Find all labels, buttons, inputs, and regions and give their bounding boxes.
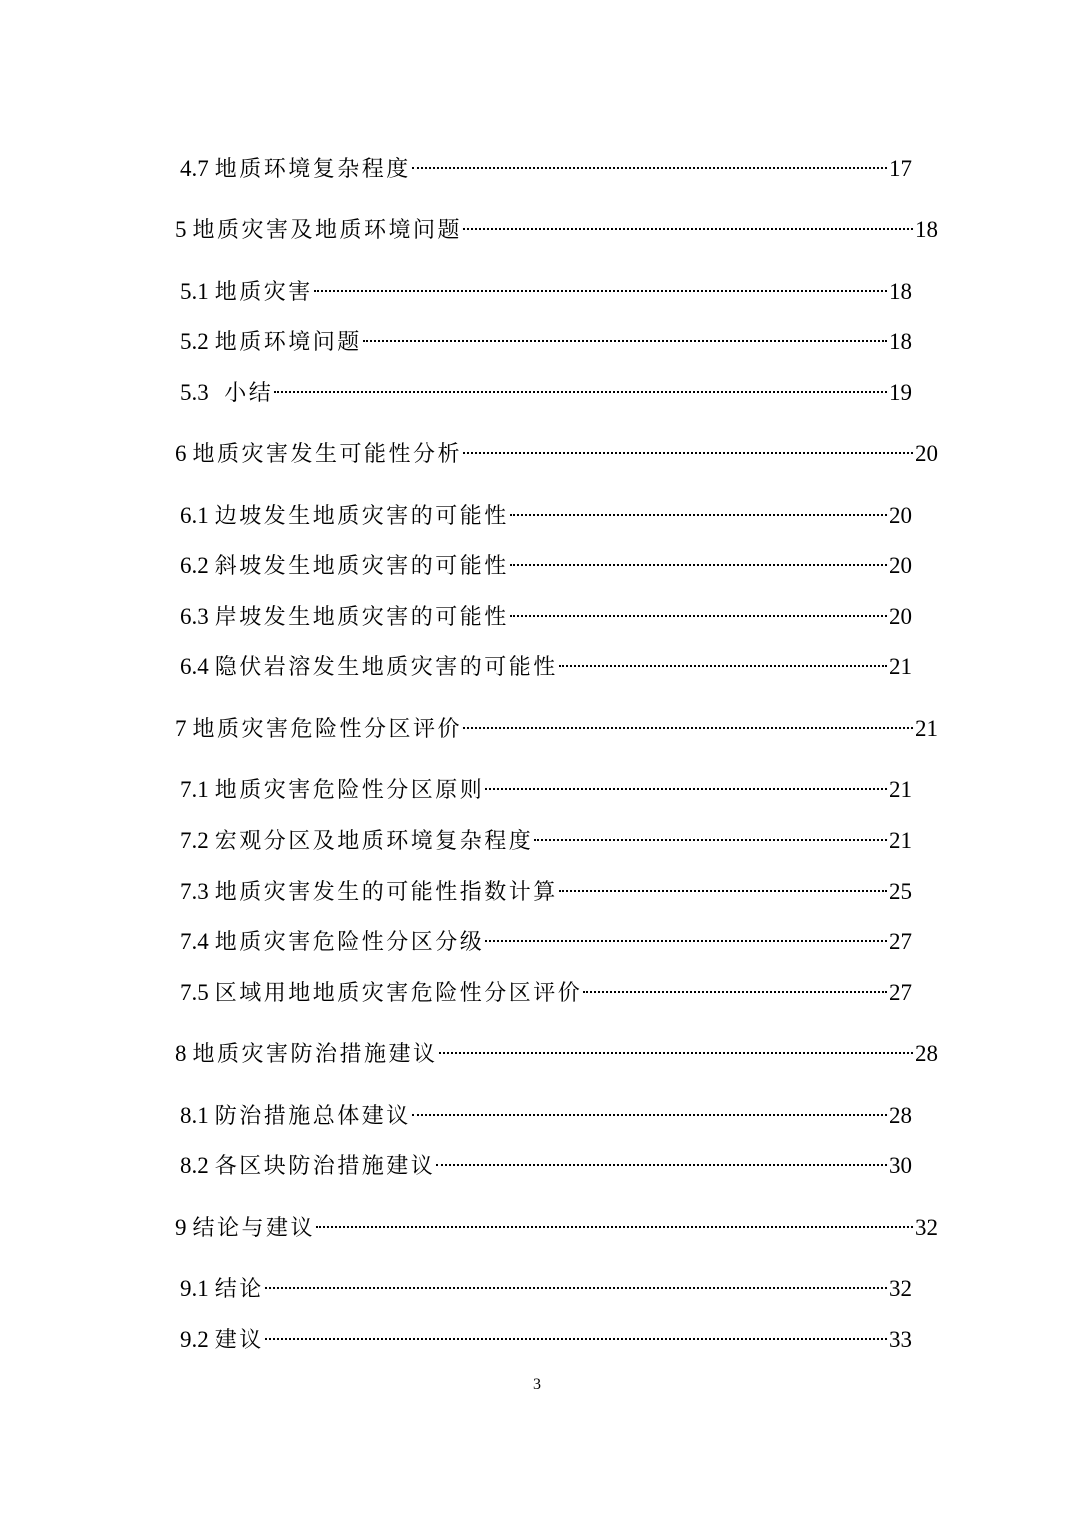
toc-entry-number: 8.1	[180, 1103, 209, 1128]
toc-entry-number: 7.1	[180, 777, 209, 802]
toc-dot-leader	[265, 1266, 887, 1296]
toc-entry-page: 28	[915, 1041, 938, 1066]
toc-entry-title: 斜坡发生地质灾害的可能性	[214, 554, 509, 579]
toc-entry-title: 防治措施总体建议	[214, 1104, 411, 1129]
toc-entry-6[interactable]	[175, 431, 938, 467]
toc-entry-5[interactable]	[175, 207, 938, 243]
toc-entry-6-3[interactable]	[180, 594, 912, 630]
toc-entry-number: 5	[175, 217, 187, 242]
toc-dot-leader	[510, 493, 887, 523]
toc-entry-7[interactable]	[175, 706, 938, 742]
toc-dot-leader	[510, 543, 887, 573]
toc-entry-7-3[interactable]	[180, 869, 912, 905]
toc-dot-leader	[439, 1031, 913, 1061]
toc-entry-number: 6.1	[180, 503, 209, 528]
toc-entry-6-1[interactable]	[180, 493, 912, 529]
toc-entry-page: 20	[889, 503, 912, 528]
toc-entry-title: 结论	[214, 1277, 264, 1302]
toc-entry-7-5[interactable]	[180, 970, 912, 1006]
toc-entry-7-4[interactable]	[180, 919, 912, 955]
toc-entry-page: 32	[889, 1276, 912, 1301]
toc-entry-title: 岸坡发生地质灾害的可能性	[214, 605, 509, 630]
toc-entry-page: 18	[889, 279, 912, 304]
toc-entry-8-2[interactable]	[180, 1143, 912, 1179]
toc-entry-page: 27	[889, 929, 912, 954]
toc-entry-9-1[interactable]	[180, 1266, 912, 1302]
toc-entry-number: 6.2	[180, 553, 209, 578]
toc-entry-number: 8	[175, 1041, 187, 1066]
toc-dot-leader	[559, 869, 887, 899]
toc-entry-number: 5.1	[180, 279, 209, 304]
toc-dot-leader	[412, 146, 887, 176]
toc-dot-leader	[534, 818, 887, 848]
toc-entry-title: 建议	[214, 1328, 264, 1353]
toc-entry-number: 5.2	[180, 329, 209, 354]
toc-entry-title: 地质灾害及地质环境问题	[192, 218, 463, 243]
toc-entry-title: 结论与建议	[192, 1216, 316, 1241]
toc-dot-leader	[583, 970, 887, 1000]
toc-entry-5-1[interactable]	[180, 269, 912, 305]
toc-entry-title: 隐伏岩溶发生地质灾害的可能性	[214, 655, 558, 680]
toc-entry-title: 小结	[214, 381, 274, 406]
toc-entry-page: 30	[889, 1153, 912, 1178]
toc-entry-page: 18	[889, 329, 912, 354]
toc-entry-page: 28	[889, 1103, 912, 1128]
toc-dot-leader	[463, 207, 913, 237]
toc-entry-number: 6	[175, 441, 187, 466]
toc-entry-number: 6.3	[180, 604, 209, 629]
toc-entry-page: 33	[889, 1327, 912, 1352]
toc-entry-title: 地质灾害危险性分区评价	[192, 717, 463, 742]
toc-entry-page: 32	[915, 1215, 938, 1240]
toc-entry-page: 21	[915, 716, 938, 741]
toc-entry-number: 8.2	[180, 1153, 209, 1178]
toc-entry-page: 18	[915, 217, 938, 242]
toc-entry-9[interactable]	[175, 1205, 938, 1241]
toc-dot-leader	[463, 431, 913, 461]
toc-entry-page: 20	[915, 441, 938, 466]
toc-entry-7-2[interactable]	[180, 818, 912, 854]
toc-entry-page: 19	[889, 380, 912, 405]
toc-entry-title: 地质灾害发生的可能性指数计算	[214, 880, 558, 905]
toc-entry-page: 20	[889, 553, 912, 578]
toc-dot-leader	[510, 594, 887, 624]
toc-entry-page: 25	[889, 879, 912, 904]
toc-entry-number: 4.7	[180, 156, 209, 181]
toc-entry-number: 7.3	[180, 879, 209, 904]
toc-entry-page: 20	[889, 604, 912, 629]
toc-entry-title: 边坡发生地质灾害的可能性	[214, 504, 509, 529]
toc-entry-page: 27	[889, 980, 912, 1005]
toc-entry-number: 9	[175, 1215, 187, 1240]
toc-entry-page: 21	[889, 777, 912, 802]
toc-dot-leader	[485, 767, 887, 797]
toc-entry-title: 地质灾害发生可能性分析	[192, 442, 463, 467]
toc-entry-title: 地质灾害危险性分区分级	[214, 930, 485, 955]
toc-entry-title: 地质灾害防治措施建议	[192, 1042, 438, 1067]
toc-entry-number: 7	[175, 716, 187, 741]
toc-dot-leader	[436, 1143, 887, 1173]
toc-dot-leader	[363, 319, 887, 349]
toc-entry-number: 7.4	[180, 929, 209, 954]
toc-entry-number: 6.4	[180, 654, 209, 679]
toc-dot-leader	[265, 1317, 887, 1347]
toc-entry-number: 7.2	[180, 828, 209, 853]
toc-entry-8-1[interactable]	[180, 1093, 912, 1129]
toc-entry-number: 9.1	[180, 1276, 209, 1301]
toc-entry-5-3[interactable]	[180, 370, 912, 406]
toc-entry-7-1[interactable]	[180, 767, 912, 803]
toc-entry-6-4[interactable]	[180, 644, 912, 680]
toc-dot-leader	[274, 370, 887, 400]
toc-entry-9-2[interactable]	[180, 1317, 912, 1353]
toc-entry-page: 21	[889, 654, 912, 679]
toc-entry-title: 地质环境问题	[214, 330, 362, 355]
toc-entry-4-7[interactable]	[180, 146, 912, 182]
toc-entry-5-2[interactable]	[180, 319, 912, 355]
toc-dot-leader	[485, 919, 887, 949]
toc-entry-number: 5.3	[180, 380, 209, 405]
toc-dot-leader	[314, 269, 887, 299]
page-number: 3	[533, 1376, 541, 1393]
toc-entry-6-2[interactable]	[180, 543, 912, 579]
toc-entry-page: 21	[889, 828, 912, 853]
toc-entry-title: 区域用地地质灾害危险性分区评价	[214, 981, 583, 1006]
toc-entry-title: 地质灾害	[214, 280, 313, 305]
toc-entry-number: 9.2	[180, 1327, 209, 1352]
toc-entry-title: 地质环境复杂程度	[214, 157, 411, 182]
toc-entry-number: 7.5	[180, 980, 209, 1005]
toc-dot-leader	[559, 644, 887, 674]
toc-dot-leader	[463, 706, 913, 736]
toc-dot-leader	[412, 1093, 887, 1123]
toc-entry-title: 宏观分区及地质环境复杂程度	[214, 829, 534, 854]
toc-entry-title: 地质灾害危险性分区原则	[214, 778, 485, 803]
toc-entry-8[interactable]	[175, 1031, 938, 1067]
toc-entry-title: 各区块防治措施建议	[214, 1154, 436, 1179]
toc-dot-leader	[316, 1205, 913, 1235]
toc-entry-page: 17	[889, 156, 912, 181]
